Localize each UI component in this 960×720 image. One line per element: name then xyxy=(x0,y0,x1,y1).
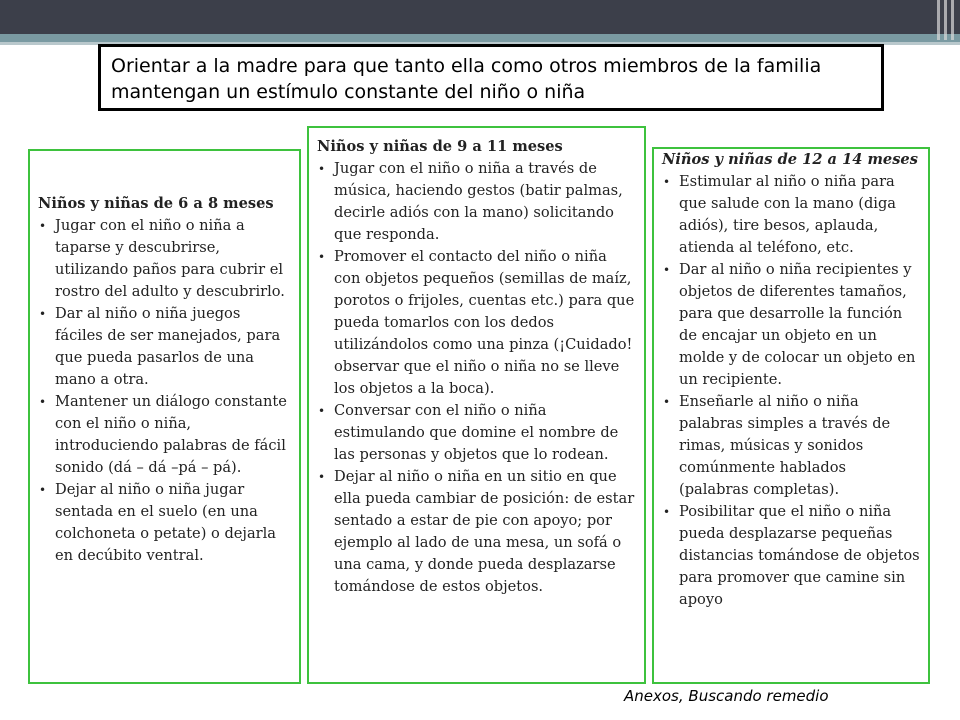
list-item: • Promover el contacto del niño o niña con objetos pequeños (semillas de maíz, porotos o frijoles, cuentas etc.) para que pueda tomarlos con los dedos utilizándolos como una pinza (¡Cuidado! observar que el niño o niña no se lleve los objetos a la boca). xyxy=(317,246,636,400)
list-item: • Posibilitar que el niño o niña pueda desplazarse pequeñas distancias tomándose de objetos para promover que camine sin apoyo xyxy=(662,501,920,611)
decorative-stripes xyxy=(914,0,960,42)
list-item: • Conversar con el niño o niña estimulando que domine el nombre de las personas y objetos que lo rodean. xyxy=(317,400,636,466)
list-item: • Jugar con el niño o niña a taparse y descubrirse, utilizando paños para cubrir el rostro del adulto y descubrirlo. xyxy=(38,215,291,303)
list-item: • Estimular al niño o niña para que salude con la mano (diga adiós), tire besos, aplauda, atienda al teléfono, etc. xyxy=(662,171,920,259)
list-item: • Jugar con el niño o niña a través de música, haciendo gestos (batir palmas, decirle adiós con la mano) solicitando que responda. xyxy=(317,158,636,246)
list-item: • Dar al niño o niña juegos fáciles de ser manejados, para que pueda pasarlos de una mano a otra. xyxy=(38,303,291,391)
slide-accent-bar xyxy=(0,34,960,42)
activity-list xyxy=(317,158,636,598)
column-heading: Niños y niñas de 12 a 14 meses xyxy=(662,151,918,168)
list-item: • Dar al niño o niña recipientes y objetos de diferentes tamaños, para que desarrolle la función de encajar un objeto en un molde y de colocar un objeto en un recipiente. xyxy=(662,259,920,391)
list-item: • Enseñarle al niño o niña palabras simples a través de rimas, músicas y sonidos comúnmente hablados (palabras completas). xyxy=(662,391,920,501)
column-12-14-months xyxy=(652,147,930,684)
column-heading: Niños y niñas de 9 a 11 meses xyxy=(317,138,563,155)
activity-list xyxy=(662,171,920,611)
list-item: • Dejar al niño o niña en un sitio en que ella pueda cambiar de posición: de estar sentado a estar de pie con apoyo; por ejemplo al lado de una mesa, un sofá o una cama, y donde pueda desplazarse tomándose de estos objetos. xyxy=(317,466,636,598)
column-6-8-months xyxy=(28,149,301,684)
slide-title: Orientar a la madre para que tanto ella como otros miembros de la familia mantengan un estímulo constante del niño o niña xyxy=(98,44,884,111)
slide-header-bar xyxy=(0,0,960,34)
footer-caption: Anexos, Buscando remedio xyxy=(624,687,829,705)
column-9-11-months xyxy=(307,126,646,684)
list-item: • Dejar al niño o niña jugar sentada en el suelo (en una colchoneta o petate) o dejarla en decúbito ventral. xyxy=(38,479,291,567)
column-heading: Niños y niñas de 6 a 8 meses xyxy=(38,195,274,212)
list-item: • Mantener un diálogo constante con el niño o niña, introduciendo palabras de fácil sonido (dá – dá –pá – pá). xyxy=(38,391,291,479)
activity-list xyxy=(38,215,291,567)
